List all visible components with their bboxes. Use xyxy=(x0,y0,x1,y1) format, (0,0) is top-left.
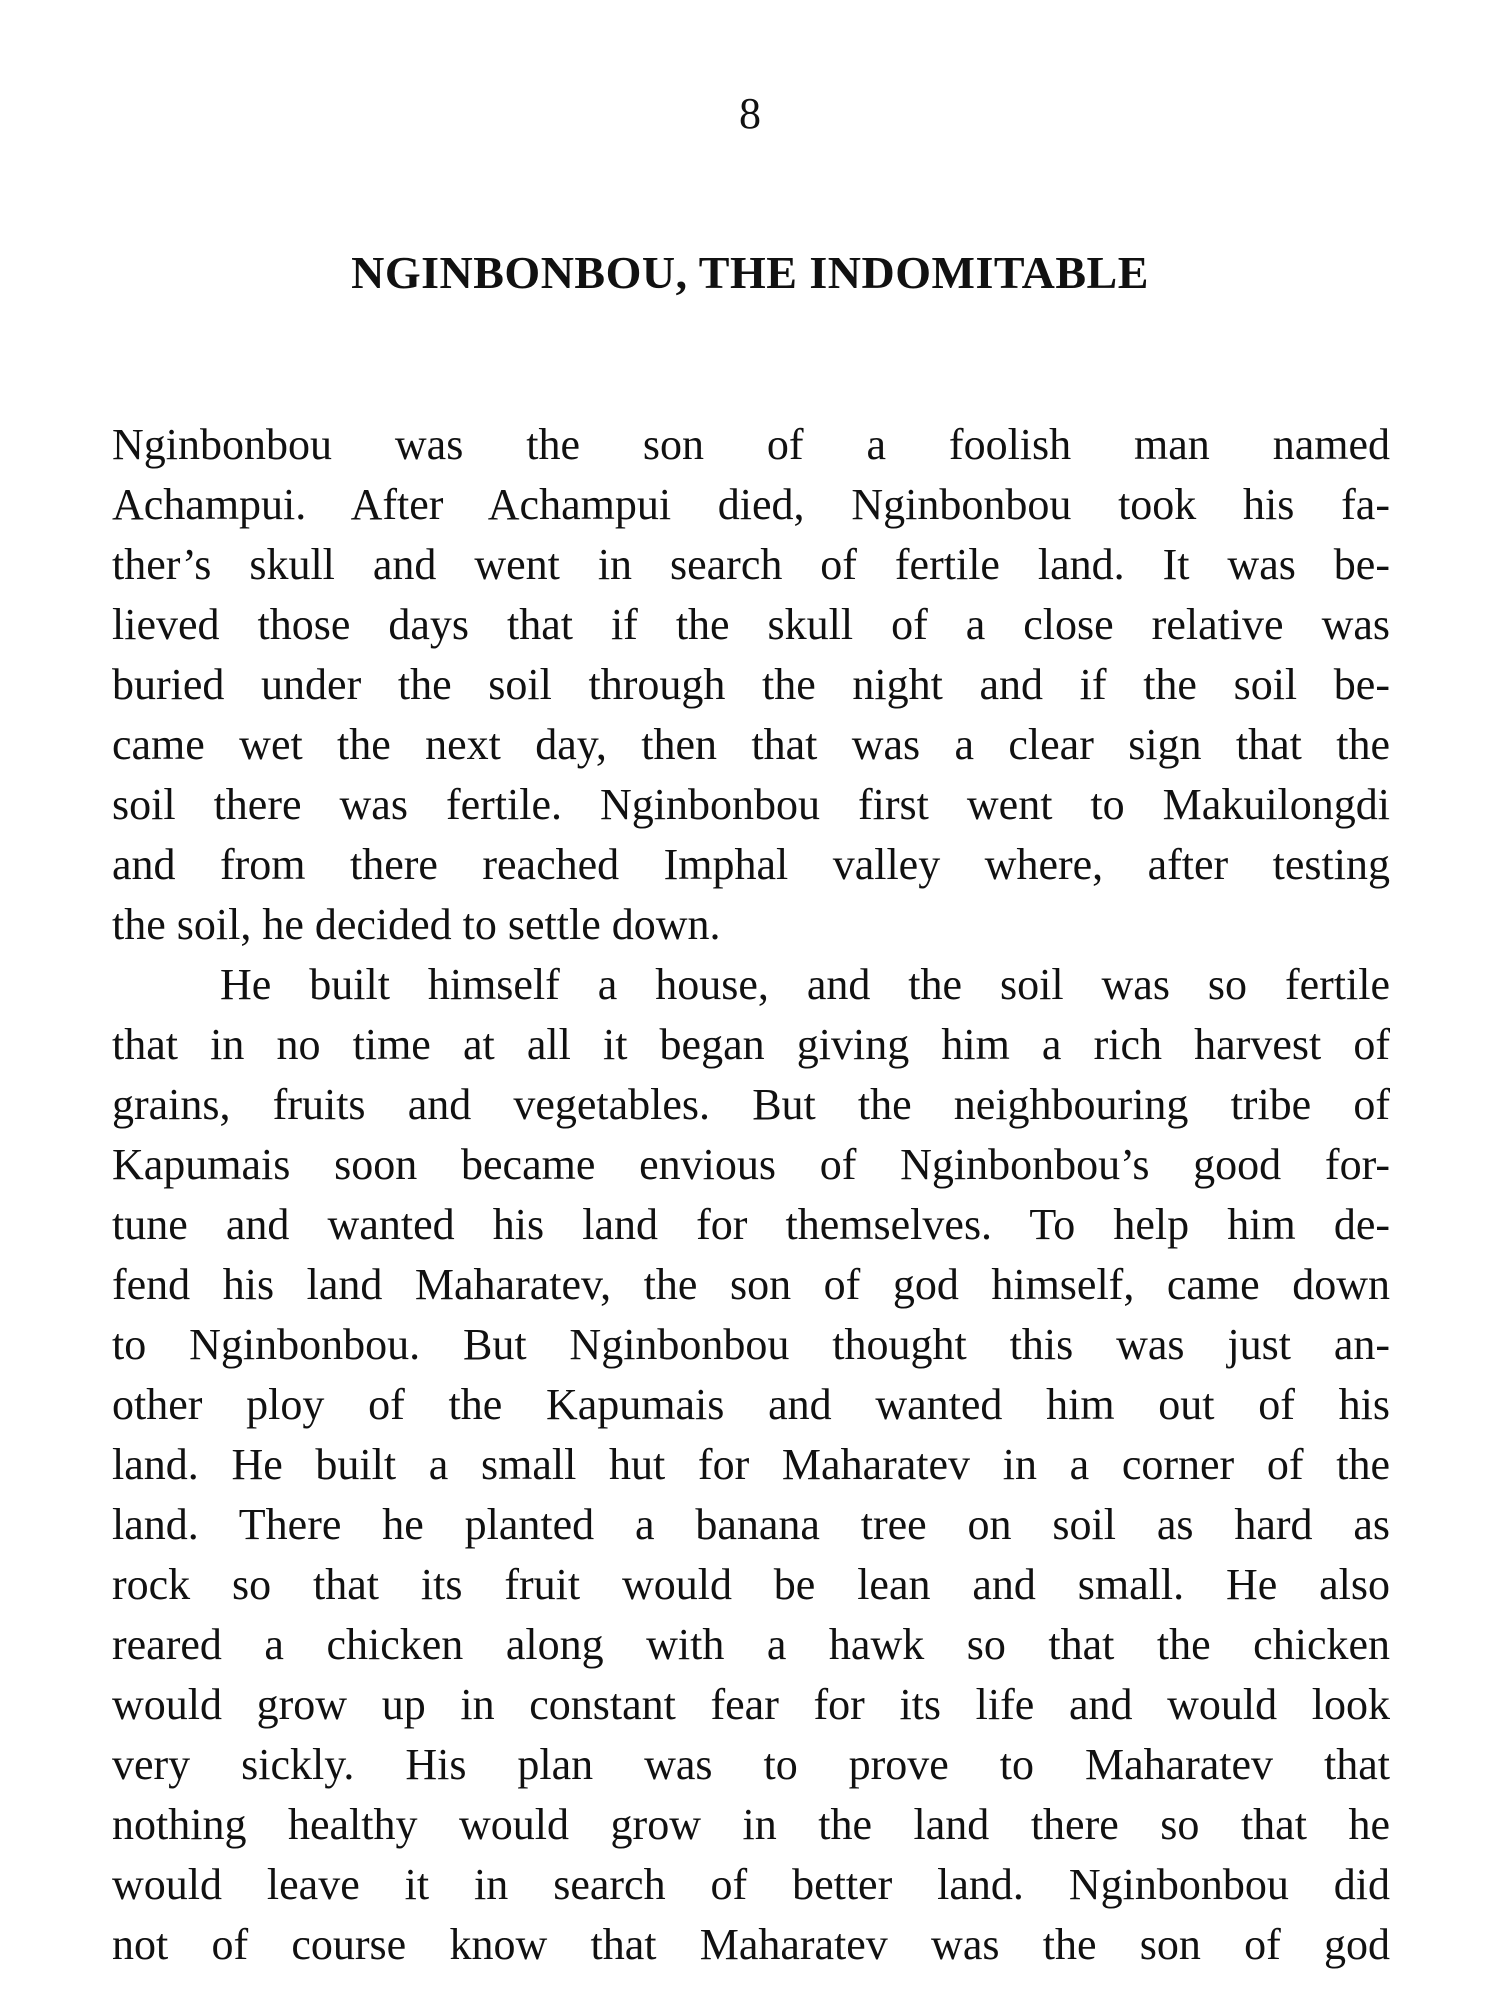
paragraph-1 xyxy=(112,415,1390,955)
text-line: buried under the soil through the night and if the soil be- xyxy=(112,660,1390,709)
text-line: land. There he planted a banana tree on soil as hard as xyxy=(112,1500,1390,1549)
text-line: other ploy of the Kapumais and wanted him out of his xyxy=(112,1380,1390,1429)
text-line: the soil, he decided to settle down. xyxy=(112,900,721,949)
text-line: Achampui. After Achampui died, Nginbonbou took his fa- xyxy=(112,480,1390,529)
text-line: to Nginbonbou. But Nginbonbou thought this was just an- xyxy=(112,1320,1390,1369)
text-line: lieved those days that if the skull of a close relative was xyxy=(112,600,1390,649)
text-line: Nginbonbou was the son of a foolish man named xyxy=(112,420,1390,469)
text-line: came wet the next day, then that was a clear sign that the xyxy=(112,720,1390,769)
text-line: soil there was fertile. Nginbonbou first went to Makuilongdi xyxy=(112,780,1390,829)
text-line: and from there reached Imphal valley where, after testing xyxy=(112,840,1390,889)
text-line: Kapumais soon became envious of Nginbonbou’s good for- xyxy=(112,1140,1390,1189)
chapter-title: NGINBONBOU, THE INDOMITABLE xyxy=(351,247,1149,298)
text-line: that in no time at all it began giving him a rich harvest of xyxy=(112,1020,1390,1069)
text-line: would grow up in constant fear for its life and would look xyxy=(112,1680,1390,1729)
text-line: ther’s skull and went in search of fertile land. It was be- xyxy=(112,540,1390,589)
text-line: grains, fruits and vegetables. But the neighbouring tribe of xyxy=(112,1080,1390,1129)
text-line: not of course know that Maharatev was the son of god xyxy=(112,1920,1390,1969)
text-line: rock so that its fruit would be lean and small. He also xyxy=(112,1560,1390,1609)
text-line: land. He built a small hut for Maharatev in a corner of the xyxy=(112,1440,1390,1489)
body-text xyxy=(112,415,1390,1975)
text-line: He built himself a house, and the soil was so fertile xyxy=(220,960,1390,1009)
paragraph-2 xyxy=(112,955,1390,1975)
text-line: very sickly. His plan was to prove to Maharatev that xyxy=(112,1740,1390,1789)
text-line: fend his land Maharatev, the son of god himself, came down xyxy=(112,1260,1390,1309)
page-number: 8 xyxy=(739,89,761,138)
text-line: reared a chicken along with a hawk so that the chicken xyxy=(112,1620,1390,1669)
text-line: tune and wanted his land for themselves. To help him de- xyxy=(112,1200,1390,1249)
text-line: nothing healthy would grow in the land there so that he xyxy=(112,1800,1390,1849)
text-line: would leave it in search of better land. Nginbonbou did xyxy=(112,1860,1390,1909)
